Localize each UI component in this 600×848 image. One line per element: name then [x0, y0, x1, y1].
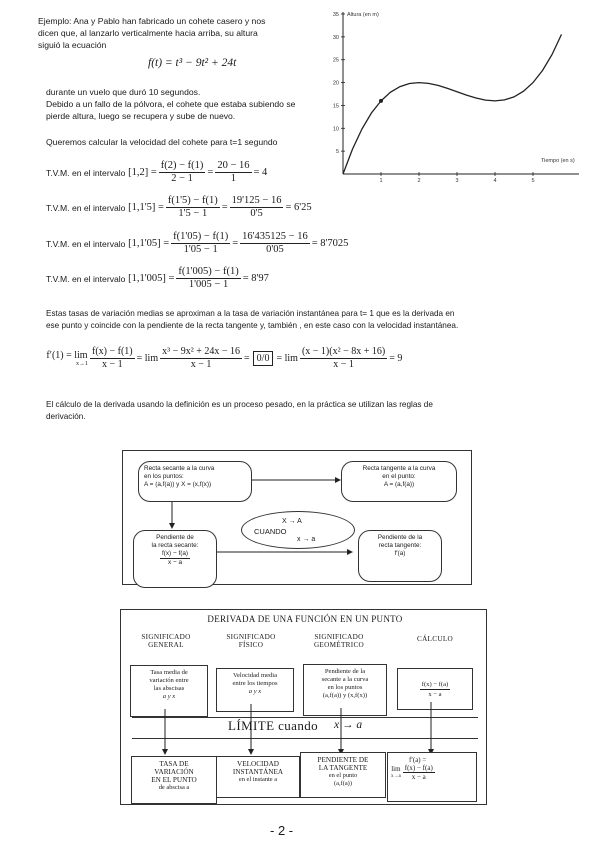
y-tick-label: 20	[332, 80, 339, 87]
avg-velocity-box: Velocidad media entre los tiempos a y x	[216, 668, 294, 712]
intro-line-1: Ejemplo: Ana y Pablo han fabricado un cohete casero y nos	[38, 16, 266, 26]
chart-x-label: Tiempo (en s)	[541, 158, 575, 164]
tvm-prefix: T.V.M. en el intervalo	[46, 202, 126, 213]
y-tick-label: 25	[332, 57, 339, 64]
tangent-line-box: Recta tangente a la curva en el punto: A = (a,f(a))	[341, 461, 457, 502]
tvm-row-1: T.V.M. en el intervalo [1,2] = $\frac{f(2) - f(1)}{2 - 1}$ = $\frac{20 - 16}{1}$ = 4	[46, 160, 268, 184]
diagram2-arrows	[120, 700, 485, 760]
x-tick-label: 5	[531, 178, 535, 184]
deriv-result: = 9	[389, 353, 403, 364]
tvm-row-3: T.V.M. en el intervalo [1,1'05] = $\frac{f(1'05) - f(1)}{1'05 - 1}$ = $\frac{16'435125 - 16}{0'05}$ = 8'7025	[46, 231, 349, 255]
tvm-frac-1b: $\frac{20 - 16}{1}$	[217, 160, 250, 184]
limit-variable: x → a	[334, 719, 363, 731]
tvm-frac-2b: $\frac{19'125 - 16}{0'5}$	[231, 195, 282, 219]
x-tick-label: 1	[379, 178, 383, 184]
tangent-slope-meaning-box: PENDIENTE DE LA TANGENTE en el punto (a,f(a))	[300, 752, 386, 798]
intro-line-4: durante un vuelo que duró 10 segundos.	[46, 87, 201, 97]
chart-y-label: Altura (en m)	[347, 12, 379, 18]
limit-label: LÍMITE cuando	[228, 718, 319, 733]
tvm-row-4: T.V.M. en el intervalo [1,1'005] = $\frac{f(1'005) - f(1)}{1'005 - 1}$ = 8'97	[46, 266, 269, 290]
height-curve-line	[343, 34, 562, 174]
difference-quotient-box: $\frac{f(x) - f(a)}{x - a}$	[397, 668, 473, 710]
deriv-lhs: f′(1) = lim	[46, 350, 88, 361]
tvm-interval-4: [1,1'005]	[128, 273, 166, 284]
col1-header: SIGNIFICADO GENERAL	[141, 633, 191, 649]
intro-line-2: dicen que, al lanzarlo verticalmente hacia arriba, su altura	[38, 28, 258, 38]
tvm-interval-2: [1,1'5]	[128, 202, 156, 213]
tvm-interval-1: [1,2]	[128, 167, 149, 178]
deriv-lim-sub: x→1	[76, 361, 88, 367]
height-equation: f(t) = t³ − 9t² + 24t	[148, 57, 237, 69]
secant-slope-box: Pendiente de la recta secante: $\frac{f(x) - f(a)}{x - a}$	[133, 530, 217, 588]
intro-line-6: pierde altura, luego se recupera y sube de nuevo.	[46, 111, 236, 121]
intro-line-3: siguió la ecuación	[38, 40, 107, 50]
secant-slope-frac: $\frac{f(x) - f(a)}{x - a}$	[161, 550, 189, 566]
y-tick-label: 10	[332, 126, 339, 133]
tvm-frac-2a: $\frac{f(1'5) - f(1)}{1'5 - 1}$	[167, 195, 218, 219]
y-tick-label: 30	[332, 34, 339, 41]
tvm-prefix: T.V.M. en el intervalo	[46, 273, 126, 284]
derivative-equation: f′(1) = lim x→1 $\frac{f(x) - f(1)}{x - 1}$ = lim $\frac{\text{x³ − 9x² + 24x − 16}}{x - 1}$ = 0/0 = lim $\frac{\text{(x − 1)(x² − 8x + 16)}}{x - 1}$ = 9	[46, 346, 403, 370]
x-tick-label: 2	[417, 178, 421, 184]
instant-velocity-box: VELOCIDAD INSTANTÁNEA en el instante a	[216, 756, 300, 798]
instant-rate-box: TASA DE VARIACIÓN EN EL PUNTO de abscisa a	[131, 756, 217, 804]
page-number: - 2 -	[270, 823, 294, 838]
secant-line-box: Recta secante a la curva en los puntos: A = (a,f(a)) y X = (x,f(x))	[138, 461, 252, 502]
tvm-frac-3b: $\frac{16'435125 - 16}{0'05}$	[242, 231, 308, 255]
tvm-result-1: = 4	[253, 167, 268, 178]
height-chart	[318, 4, 590, 194]
x-tick-label: 3	[455, 178, 459, 184]
col2-header: SIGNIFICADO FÍSICO	[226, 633, 276, 649]
highlight-point	[379, 99, 383, 103]
para2-line-2: ese punto y coincide con la pendiente de la recta tangente y, también , en este caso con la velocidad instantánea.	[46, 321, 459, 330]
intro-line-5: Debido a un fallo de la pólvora, el cohete que estaba subiendo se	[46, 99, 296, 109]
y-tick-label: 5	[335, 149, 339, 156]
derivative-limit-box: f′(a) = lim x→a $\frac{f(x) - f(a)}{x - a}$	[387, 752, 477, 802]
secant-slope-meaning-box: Pendiente de la secante a la curva en los puntos (a,f(a)) y (x,f(x))	[303, 664, 387, 716]
deriv-frac-3: $\frac{\text{(x − 1)(x² − 8x + 16)}}{x - 1}$	[301, 346, 386, 370]
y-tick-label: 15	[332, 103, 339, 110]
tvm-result-4: = 8'97	[242, 273, 269, 284]
para3-line-2: derivación.	[46, 412, 86, 421]
tvm-frac-4a: $\frac{f(1'005) - f(1)}{1'005 - 1}$	[178, 266, 239, 290]
intro-line-7: Queremos calcular la velocidad del cohete para t=1 segundo	[46, 137, 278, 147]
col4-header: CÁLCULO	[416, 635, 454, 643]
when-x-to-a-ellipse: X → A CUANDO x → a	[241, 511, 355, 549]
tvm-row-2: T.V.M. en el intervalo [1,1'5] = $\frac{f(1'5) - f(1)}{1'5 - 1}$ = $\frac{19'125 - 16}{0'5}$ = 6'25	[46, 195, 312, 219]
para3-line-1: El cálculo de la derivada usando la definición es un proceso pesado, en la práctica se utilizan las reglas de	[46, 400, 433, 409]
tvm-result-3: = 8'7025	[311, 238, 349, 249]
col3-header: SIGNIFICADO GEOMÉTRICO	[313, 633, 365, 649]
tvm-prefix: T.V.M. en el intervalo	[46, 167, 126, 178]
tangent-slope-box: Pendiente de la recta tangente: f′(a)	[358, 530, 442, 582]
deriv-indeterminate: 0/0	[253, 351, 274, 366]
para2-line-1: Estas tasas de variación medias se aproximan a la tasa de variación instantánea para t= 1 que es la derivada en	[46, 309, 455, 318]
x-tick-label: 4	[493, 178, 497, 184]
tvm-interval-3: [1,1'05]	[128, 238, 161, 249]
tvm-result-2: = 6'25	[285, 202, 312, 213]
deriv-frac-2: $\frac{\text{x³ − 9x² + 24x − 16}}{x - 1}$	[162, 346, 241, 370]
tvm-frac-1a: $\frac{f(2) - f(1)}{2 - 1}$	[160, 160, 204, 184]
avg-rate-box: Tasa media de variación entre las abscisas a y x	[130, 665, 208, 717]
tvm-frac-3a: $\frac{f(1'05) - f(1)}{1'05 - 1}$	[173, 231, 229, 255]
diagram2-title: DERIVADA DE UNA FUNCIÓN EN UN PUNTO	[207, 614, 403, 624]
tvm-prefix: T.V.M. en el intervalo	[46, 238, 126, 249]
y-tick-label: 35	[332, 12, 339, 18]
deriv-frac-1: $\frac{f(x) - f(1)}{x - 1}$	[92, 346, 133, 370]
